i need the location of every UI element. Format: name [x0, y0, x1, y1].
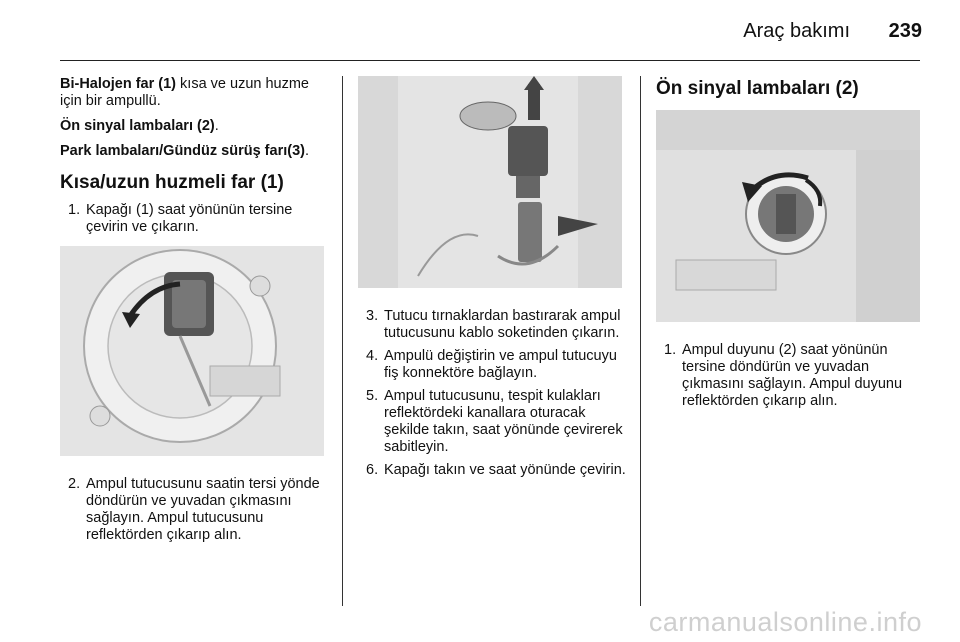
step-number: 4. — [366, 348, 379, 364]
intro-text-3: . — [304, 143, 309, 159]
column-divider-1 — [342, 76, 343, 606]
step-item — [60, 476, 330, 544]
steps-list-4 — [656, 342, 926, 410]
step-item — [358, 462, 628, 479]
bulb-holder-illustration — [358, 76, 622, 288]
step-text: Ampul tutucusunu saatin tersi yönde döndürün ve yuvadan çıkmasını sağlayın. Ampul tutucusunu reflektörden çıkarıp alın. — [86, 476, 320, 543]
column-divider-2 — [640, 76, 641, 606]
step-item — [60, 202, 330, 236]
steps-list-3 — [358, 308, 628, 479]
step-text: Kapağı (1) saat yönünün tersine çevirin ve çıkarın. — [86, 202, 293, 235]
header-rule — [60, 60, 920, 61]
figure-headlamp-cover — [60, 246, 324, 456]
step-item — [358, 308, 628, 342]
step-number: 5. — [366, 388, 379, 404]
step-text: Tutucu tırnaklardan bastırarak ampul tutucusunu kablo soketinden çıkarın. — [384, 308, 621, 341]
step-item — [358, 388, 628, 456]
step-text: Ampul tutucusunu, tespit kulakları reflektördeki kanallara oturacak şekilde takın, saat yönünde çevirerek sabitleyin. — [384, 388, 623, 455]
step-item — [358, 348, 628, 382]
step-number: 1. — [664, 342, 677, 358]
steps-list-2 — [60, 476, 330, 544]
section-heading-front-indicator: Ön sinyal lambaları (2) — [656, 78, 859, 99]
step-item — [656, 342, 926, 410]
step-number: 1. — [68, 202, 81, 218]
indicator-socket-illustration — [656, 110, 920, 322]
step-number: 6. — [366, 462, 379, 478]
steps-list-1 — [60, 202, 330, 236]
intro-item-1 — [60, 76, 330, 110]
intro-term-3: Park lambaları/Gündüz sürüş farı(3) — [60, 143, 305, 159]
intro-text-1: kısa ve uzun huzme için bir ampullü. — [60, 76, 310, 109]
step-number: 2. — [68, 476, 81, 492]
header-title: Araç bakımı — [743, 20, 850, 42]
column-2 — [358, 76, 628, 485]
intro-term-1: Bi-Halojen far (1) — [60, 76, 177, 92]
step-text: Ampul duyunu (2) saat yönünün tersine döndürün ve yuvadan çıkmasını sağlayın. Ampul duyunu reflektörden çıkarıp alın. — [682, 342, 903, 409]
watermark: carmanualsonline.info — [648, 607, 922, 637]
headlamp-cover-illustration — [60, 246, 324, 456]
intro-text-2: . — [214, 118, 219, 134]
intro-term-2: Ön sinyal lambaları (2) — [60, 118, 215, 134]
figure-bulb-holder — [358, 76, 622, 288]
section-heading-low-high-beam: Kısa/uzun huzmeli far (1) — [60, 172, 284, 193]
step-number: 3. — [366, 308, 379, 324]
column-3 — [656, 76, 926, 416]
intro-item-2 — [60, 118, 330, 135]
step-text: Kapağı takın ve saat yönünde çevirin. — [384, 462, 626, 478]
intro-item-3 — [60, 143, 330, 160]
figure-indicator-socket — [656, 110, 920, 322]
step-text: Ampulü değiştirin ve ampul tutucuyu fiş konnektöre bağlayın. — [384, 348, 617, 381]
page-number: 239 — [888, 20, 922, 42]
column-1 — [60, 76, 330, 550]
